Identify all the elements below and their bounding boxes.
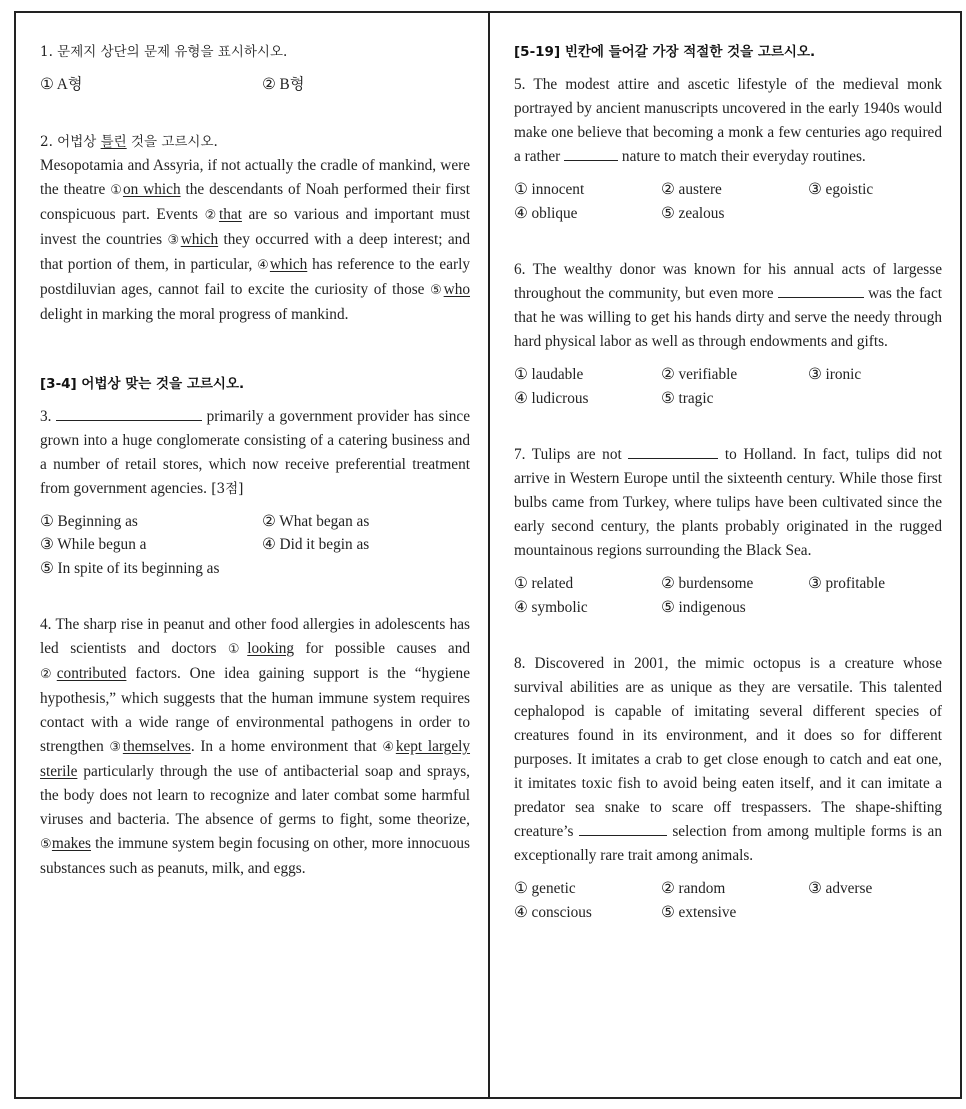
- answer-blank: [579, 821, 667, 836]
- choice-marker: ④: [257, 257, 270, 273]
- question-6-options: [514, 363, 942, 410]
- option[interactable]: ① genetic: [514, 880, 576, 897]
- question-4-passage: [40, 613, 470, 881]
- underlined-choice[interactable]: which: [269, 255, 308, 273]
- stem-text: 6. The wealthy donor was known for his annual acts of largesse throughout the community, but even more: [514, 261, 942, 302]
- question-8-stem: [514, 652, 942, 868]
- question-8: [514, 652, 942, 924]
- option[interactable]: ① related: [514, 575, 574, 592]
- prompt-text: 것을 고르시오.: [126, 133, 218, 150]
- option[interactable]: ④ oblique: [514, 204, 578, 222]
- passage-text: particularly through the use of antibacterial soap and sprays, the body does not learn to recognize and later combat some harmful viruses and bacteria. The absence of germs to fight, some theorize,: [40, 763, 470, 828]
- option[interactable]: ③ adverse: [808, 880, 873, 897]
- choice-marker: ②: [204, 207, 219, 223]
- section-heading-3-4: [3-4] 어법상 맞는 것을 고르시오.: [40, 375, 245, 392]
- question-1: [40, 40, 470, 97]
- passage-text: Mesopotamia and Assyria, if not actually the cradle of mankind, were the theatre: [40, 156, 470, 198]
- passage-text: are so various and important must invest the countries: [40, 205, 470, 248]
- section-heading-5-19: [5-19] 빈칸에 들어갈 가장 적절한 것을 고르시오.: [514, 44, 816, 60]
- answer-blank: [778, 283, 864, 298]
- underlined-choice[interactable]: which: [180, 230, 219, 248]
- passage-text: they occurred with a deep interest; and that portion of them, in particular,: [40, 230, 470, 273]
- option[interactable]: ④ conscious: [514, 903, 592, 921]
- underlined-choice[interactable]: kept largely sterile: [40, 738, 471, 780]
- underlined-choice[interactable]: who: [443, 280, 470, 298]
- underlined-choice[interactable]: themselves: [122, 738, 191, 755]
- passage-text: the immune system begin focusing on other, more innocuous substances such as peanuts, milk, and eggs.: [40, 835, 470, 877]
- option[interactable]: ② verifiable: [661, 366, 738, 383]
- passage-text: has reference to the early postdiluvian ages, cannot fail to excite the curiosity of those: [40, 255, 471, 298]
- stem-text: 7. Tulips are not: [514, 446, 629, 463]
- option[interactable]: ③ egoistic: [808, 181, 874, 198]
- question-7-stem: [514, 443, 942, 563]
- question-6: [514, 258, 942, 410]
- right-column: [490, 13, 960, 1097]
- option[interactable]: ③ While begun a: [40, 536, 147, 553]
- answer-blank: [628, 444, 718, 459]
- question-7: [514, 443, 942, 619]
- passage-text: . In a home environment that: [190, 738, 383, 755]
- choice-marker: ⑤: [40, 837, 52, 852]
- stem-text: 5. The modest attire and ascetic lifestyle of the medieval monk portrayed by ancient manuscripts uncovered in the early 1940s would make one believe that becoming a monk a few centuries ago required a rather: [514, 76, 942, 165]
- left-column: [16, 13, 490, 1097]
- option[interactable]: ② random: [661, 880, 726, 897]
- question-7-options: [514, 572, 942, 619]
- option[interactable]: ① innocent: [514, 181, 585, 198]
- choice-marker: ④: [382, 740, 396, 755]
- question-5-stem: [514, 73, 942, 169]
- question-3-options: [40, 510, 470, 581]
- choice-marker: ①: [227, 642, 248, 657]
- passage-text: 4. The sharp rise in peanut and other food allergies in adolescents has led scientists and doctors: [40, 616, 470, 657]
- prompt-text: 2. 어법상: [40, 133, 101, 150]
- underlined-choice[interactable]: contributed: [56, 665, 127, 682]
- stem-text: primarily a government provider has since grown into a huge conglomerate consisting of a catering business and a number of retail stores, which now receive preferential treatment from government agencies.: [40, 407, 470, 497]
- option[interactable]: ② What began as: [262, 512, 370, 530]
- question-3-stem: [40, 405, 470, 501]
- stem-text: selection from among multiple forms is an exceptionally rare trait among animals.: [514, 823, 942, 864]
- underlined-choice[interactable]: makes: [51, 835, 92, 852]
- question-1-prompt: 1. 문제지 상단의 문제 유형을 표시하시오.: [40, 44, 288, 60]
- stem-text: to Holland. In fact, tulips did not arrive in Western Europe until the sixteenth century. While those first bulbs came from Turkey, where tulips have been cultivated since the early second century, the plants probably originated in the rugged mountainous regions surrounding the Black Sea.: [514, 446, 942, 559]
- option[interactable]: ② B형: [262, 76, 305, 93]
- underlined-choice[interactable]: looking: [247, 640, 294, 657]
- question-5: [514, 73, 942, 225]
- prompt-underlined-word: 틀린: [100, 133, 127, 150]
- option[interactable]: ① A형: [40, 76, 83, 93]
- points-label: [3점]: [206, 480, 244, 497]
- stem-text: 8. Discovered in 2001, the mimic octopus is a creature whose survival abilities are as unique as they are versatile. This talented cephalopod is capable of imitating several different species of creatures found in its environment, and it does so for different purposes. It imitates a crab to get close enough to catch and eat one, it imitates toxic fish to avoid being eaten itself, and it can imitate a predator sea snake to scare off trespassers. The shape-shifting creature’s: [514, 655, 942, 840]
- question-2-passage: [40, 154, 470, 327]
- question-8-options: [514, 877, 942, 924]
- option[interactable]: ① laudable: [514, 366, 584, 383]
- exam-page: [14, 11, 962, 1099]
- choice-marker: ③: [167, 232, 181, 248]
- choice-marker: ③: [109, 740, 123, 755]
- question-5-options: [514, 178, 942, 225]
- question-3: [40, 405, 470, 581]
- passage-text: the descendants of Noah performed their first conspicuous part. Events: [40, 180, 471, 223]
- option[interactable]: ⑤ In spite of its beginning as: [40, 559, 220, 577]
- option[interactable]: ⑤ zealous: [661, 204, 725, 222]
- option[interactable]: ⑤ tragic: [661, 389, 714, 407]
- answer-blank: [564, 146, 618, 161]
- question-4: [40, 613, 470, 881]
- passage-text: for possible causes and: [294, 640, 470, 657]
- choice-marker: ⑤: [430, 282, 444, 298]
- answer-blank: [56, 406, 202, 421]
- option[interactable]: ② burdensome: [661, 575, 754, 592]
- question-2-prompt: [40, 130, 470, 154]
- option[interactable]: ③ profitable: [808, 575, 885, 592]
- option[interactable]: ⑤ extensive: [661, 903, 737, 921]
- option[interactable]: ③ ironic: [808, 366, 862, 383]
- choice-marker: ①: [110, 182, 123, 198]
- question-1-options: [40, 73, 470, 97]
- stem-text: was the fact that he was willing to get his hands dirty and serve the needy through hard physical labor as well as through endowments and gifts.: [514, 285, 942, 350]
- choice-marker: ②: [40, 667, 57, 682]
- stem-text: nature to match their everyday routines.: [618, 148, 866, 165]
- option[interactable]: ④ symbolic: [514, 598, 588, 616]
- question-2: [40, 130, 470, 327]
- option[interactable]: ① Beginning as: [40, 512, 138, 530]
- option[interactable]: ④ ludicrous: [514, 389, 589, 407]
- passage-text: factors. One idea gaining support is the “hygiene hypothesis,” which suggests that the human immune system requires contact with a wide range of environmental pathogens in order to strengthen: [40, 665, 470, 755]
- passage-text: delight in marking the moral progress of mankind.: [40, 305, 349, 323]
- question-number: 3.: [40, 407, 52, 425]
- option[interactable]: ④ Did it begin as: [262, 536, 370, 553]
- underlined-choice[interactable]: that: [218, 205, 242, 223]
- option[interactable]: ⑤ indigenous: [661, 598, 746, 616]
- question-6-stem: [514, 258, 942, 354]
- underlined-choice[interactable]: on which: [122, 180, 181, 198]
- option[interactable]: ② austere: [661, 181, 722, 198]
